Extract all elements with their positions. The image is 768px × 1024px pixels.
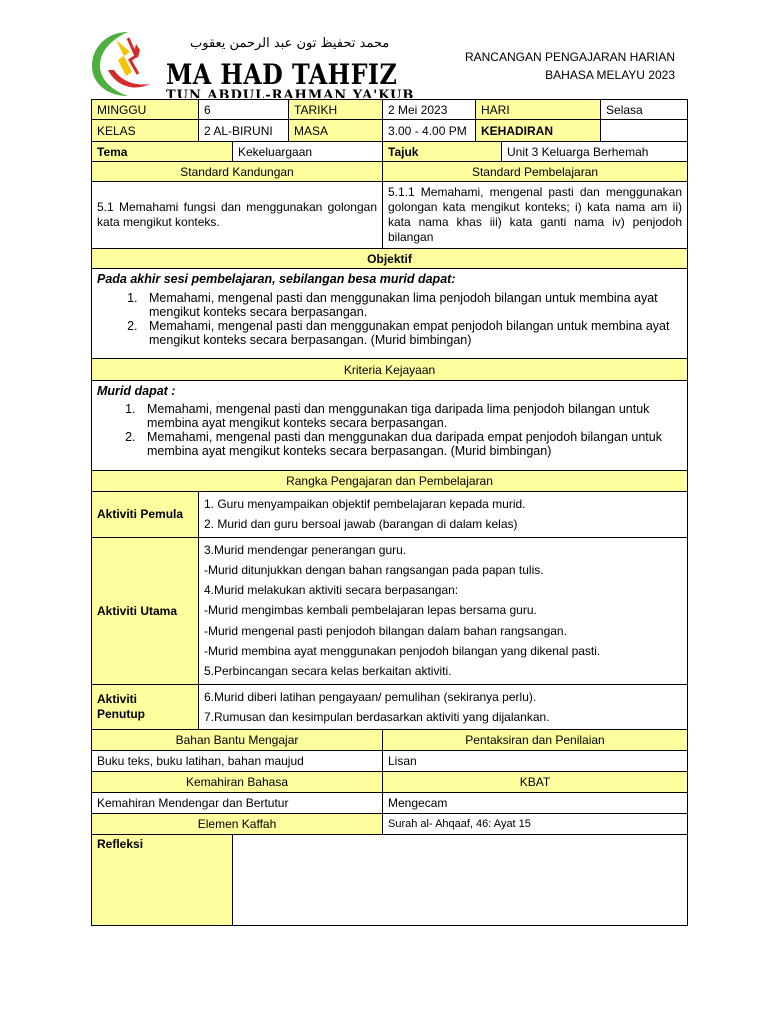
standard-content-row [92, 182, 688, 249]
kbat-label: KBAT [383, 772, 688, 793]
logo-arabic-text: محمد تحفيظ تون عبد الرحمن يعقوب [190, 36, 390, 51]
pemula-line: 2. Murid dan guru bersoal jawab (barangan di dalam kelas) [204, 517, 518, 532]
info-row-1 [92, 100, 688, 120]
standard-pembelajaran-label: Standard Pembelajaran [383, 162, 688, 182]
kriteria-label: Kriteria Kejayaan [92, 359, 688, 381]
tarikh-value: 2 Mei 2023 [383, 100, 476, 120]
pemula-label: Aktiviti Pemula [92, 492, 199, 538]
standard-pembelajaran-text: 5.1.1 Memahami, mengenal pasti dan menggunakan golongan kata mengikut konteks; i) kata nama am ii) kata nama khas iii) kata ganti nama iv) penjodoh bilangan [383, 182, 688, 249]
masa-value: 3.00 - 4.00 PM [383, 120, 476, 142]
masa-label: MASA [289, 120, 383, 142]
utama-label: Aktiviti Utama [92, 537, 199, 684]
pentaksiran-label: Pentaksiran dan Penilaian [383, 730, 688, 751]
info-row-2 [92, 120, 688, 142]
tema-label: Tema [92, 142, 233, 162]
penutup-label-line1: Aktiviti [97, 691, 138, 706]
kelas-label: KELAS [92, 120, 199, 142]
objektif-label: Objektif [92, 249, 688, 269]
pemula-line: 1. Guru menyampaikan objektif pembelajaran kepada murid. [204, 497, 526, 511]
objektif-list [97, 291, 682, 347]
rangka-header-row [92, 471, 688, 492]
logo-school-name: MA HAD TAHFIZ [166, 58, 398, 91]
objektif-content [92, 269, 688, 359]
hari-label: HARI [476, 100, 601, 120]
kehadiran-value [601, 120, 688, 142]
rangka-label: Rangka Pengajaran dan Pembelajaran [92, 471, 688, 492]
objektif-item: 1. Memahami, mengenal pasti dan menggunakan lima penjodoh bilangan untuk membina ayat mengikut konteks secara berpasangan. [141, 291, 682, 319]
penutup-label [92, 684, 199, 730]
kemahiran-label: Kemahiran Bahasa [92, 772, 383, 793]
objektif-intro: Pada akhir sesi pembelajaran, sebilangan besa murid dapat: [97, 272, 456, 286]
penutup-row [92, 684, 688, 730]
pemula-row [92, 492, 688, 538]
pemula-content [199, 492, 688, 538]
utama-row [92, 537, 688, 684]
kriteria-item: 2. Memahami, mengenal pasti dan menggunakan dua daripada empat penjodoh bilangan untuk membina ayat mengikut konteks secara berpasangan. (Murid bimbingan) [139, 430, 682, 458]
logo-emblem-icon [88, 26, 168, 98]
kaffah-label: Elemen Kaffah [92, 814, 383, 835]
bahan-value: Buku teks, buku latihan, bahan maujud [92, 751, 383, 772]
utama-line: -Murid mengimbas kembali pembelajaran lepas bersama guru. [204, 603, 537, 618]
kriteria-content [92, 381, 688, 471]
tarikh-label: TARIKH [289, 100, 383, 120]
kriteria-intro: Murid dapat : [97, 384, 176, 398]
document-title-line2: BAHASA MELAYU 2023 [545, 68, 675, 82]
tajuk-label: Tajuk [383, 142, 502, 162]
minggu-label: MINGGU [92, 100, 199, 120]
bahan-content-row [92, 751, 688, 772]
lesson-plan-table [91, 99, 688, 926]
minggu-value: 6 [199, 100, 289, 120]
bahan-header-row [92, 730, 688, 751]
logo-school-subname: TUN ABDUL-RAHMAN YA'KUB [166, 88, 415, 98]
penutup-label-line2: Penutup [97, 706, 145, 721]
document-title [465, 48, 675, 84]
utama-line: -Murid mengenal pasti penjodoh bilangan dalam bahan rangsangan. [204, 623, 567, 638]
kelas-value: 2 AL-BIRUNI [199, 120, 289, 142]
kemahiran-value: Kemahiran Mendengar dan Bertutur [92, 793, 383, 814]
utama-line: 4.Murid melakukan aktiviti secara berpasangan: [204, 583, 459, 598]
kaffah-row [92, 814, 688, 835]
tema-value: Kekeluargaan [233, 142, 383, 162]
kriteria-content-row [92, 381, 688, 471]
kbat-value: Mengecam [383, 793, 688, 814]
refleksi-label: Refleksi [92, 835, 233, 926]
utama-line: 5.Perbincangan secara kelas berkaitan aktiviti. [204, 664, 452, 679]
refleksi-value [233, 835, 688, 926]
kehadiran-label: KEHADIRAN [476, 120, 601, 142]
kemahiran-header-row [92, 772, 688, 793]
hari-value: Selasa [601, 100, 688, 120]
kriteria-header-row [92, 359, 688, 381]
utama-line: -Murid membina ayat menggunakan penjodoh bilangan yang dikenal pasti. [204, 644, 601, 659]
standard-kandungan-text: 5.1 Memahami fungsi dan menggunakan golongan kata mengikut konteks. [92, 182, 383, 249]
utama-content [199, 537, 688, 684]
utama-line: 3.Murid mendengar penerangan guru. [204, 542, 407, 557]
objektif-item: 2. Memahami, mengenal pasti dan menggunakan empat penjodoh bilangan untuk membina ayat mengikut konteks secara berpasangan. (Murid bimbingan) [141, 319, 682, 347]
bahan-label: Bahan Bantu Mengajar [92, 730, 383, 751]
penutup-line: 6.Murid diberi latihan pengayaan/ pemulihan (sekiranya perlu). [204, 689, 537, 704]
kriteria-list [97, 402, 682, 458]
standard-header-row [92, 162, 688, 182]
document-title-line1: RANCANGAN PENGAJARAN HARIAN [464, 50, 675, 64]
kaffah-value: Surah al- Ahqaaf, 46: Ayat 15 [383, 814, 688, 835]
tajuk-value: Unit 3 Keluarga Berhemah [502, 142, 688, 162]
utama-line: -Murid ditunjukkan dengan bahan rangsangan pada papan tulis. [204, 562, 544, 577]
pentaksiran-value: Lisan [383, 751, 688, 772]
objektif-content-row [92, 269, 688, 359]
standard-kandungan-label: Standard Kandungan [92, 162, 383, 182]
page-header [0, 0, 768, 100]
refleksi-row [92, 835, 688, 926]
kriteria-item: 1. Memahami, mengenal pasti dan menggunakan tiga daripada lima penjodoh bilangan untuk membina ayat mengikut konteks secara berpasangan. [139, 402, 682, 430]
tema-row [92, 142, 688, 162]
objektif-header-row [92, 249, 688, 269]
kemahiran-content-row [92, 793, 688, 814]
penutup-content [199, 684, 688, 730]
penutup-line: 7.Rumusan dan kesimpulan berdasarkan aktiviti yang dijalankan. [204, 709, 550, 724]
